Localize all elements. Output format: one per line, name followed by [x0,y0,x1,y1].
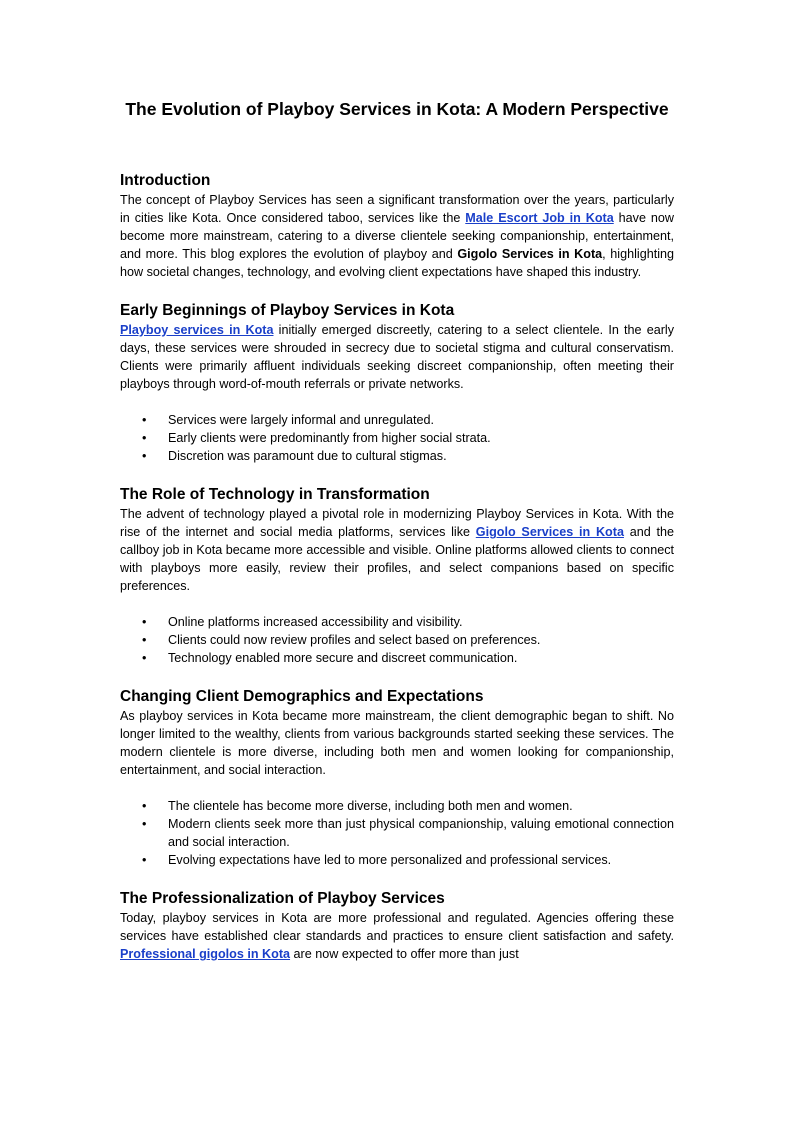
list-item: • Online platforms increased accessibility and visibility. [120,613,674,631]
gigolo-services-bold: Gigolo Services in Kota [457,247,603,261]
tech-paragraph: The advent of technology played a pivotal role in modernizing Playboy Services in Kota. With the rise of the internet and social media platforms, services like Gigolo Services in Kota and the callboy job in Kota became more accessible and visible. Online platforms allowed clients to connect with playboys more easily, review their profiles, and select companions based on specific preferences. [120,507,674,593]
pro-paragraph: Today, playboy services in Kota are more professional and regulated. Agencies offering these services have established clear standards and practices to ensure client satisfaction and safety. Professional gigolos in Kota are now expected to offer more than just [120,911,674,961]
heading-professionalization: The Professionalization of Playboy Services [120,890,445,907]
gigolo-services-link[interactable]: Gigolo Services in Kota [475,525,624,539]
list-item: • Early clients were predominantly from higher social strata. [120,429,674,447]
heading-technology: The Role of Technology in Transformation [120,486,430,503]
tech-bullet-list [120,613,674,667]
document-page [120,96,674,983]
heading-demographics: Changing Client Demographics and Expectations [120,688,484,705]
playboy-services-link[interactable]: Playboy services in Kota [120,323,274,337]
professional-gigolos-link[interactable]: Professional gigolos in Kota [120,947,291,961]
heading-early-beginnings: Early Beginnings of Playboy Services in Kota [120,302,455,319]
list-item: • The clientele has become more diverse, including both men and women. [120,797,674,815]
early-bullet-list [120,411,674,465]
section-early-beginnings [120,301,674,465]
intro-paragraph: The concept of Playboy Services has seen a significant transformation over the years, particularly in cities like Kota. Once considered taboo, services like the Male Escort Job in Kota have now become more mainstream, catering to a diverse clientele seeking companionship, entertainment, and more. This blog explores the evolution of playboy and Gigolo Services in Kota, highlighting how societal changes, technology, and evolving client expectations have shaped this industry. [120,193,675,279]
section-professionalization [120,889,674,963]
list-item: • Modern clients seek more than just physical companionship, valuing emotional connection and social interaction. [120,815,674,851]
demo-paragraph: As playboy services in Kota became more mainstream, the client demographic began to shift. No longer limited to the wealthy, clients from various backgrounds started seeking these services. The modern clientele is more diverse, including both men and women looking for companionship, entertainment, and social interaction. [120,709,674,777]
list-item: • Clients could now review profiles and select based on preferences. [120,631,674,649]
list-item: • Services were largely informal and unregulated. [120,411,674,429]
section-introduction [120,171,674,281]
page-title: The Evolution of Playboy Services in Kota: A Modern Perspective [125,99,669,119]
demo-bullet-list [120,797,674,869]
list-item: • Evolving expectations have led to more personalized and professional services. [120,851,674,869]
list-item: • Discretion was paramount due to cultural stigmas. [120,447,674,465]
section-technology [120,485,674,667]
list-item: • Technology enabled more secure and discreet communication. [120,649,674,667]
section-demographics [120,687,674,869]
heading-introduction: Introduction [120,172,211,189]
male-escort-job-link[interactable]: Male Escort Job in Kota [465,211,614,225]
early-paragraph: Playboy services in Kota initially emerged discreetly, catering to a select clientele. In the early days, these services were shrouded in secrecy due to societal stigma and cultural conservatism. Clients were primarily affluent individuals seeking discreet companionship, often meeting their playboys through word-of-mouth referrals or private networks. [120,323,674,391]
